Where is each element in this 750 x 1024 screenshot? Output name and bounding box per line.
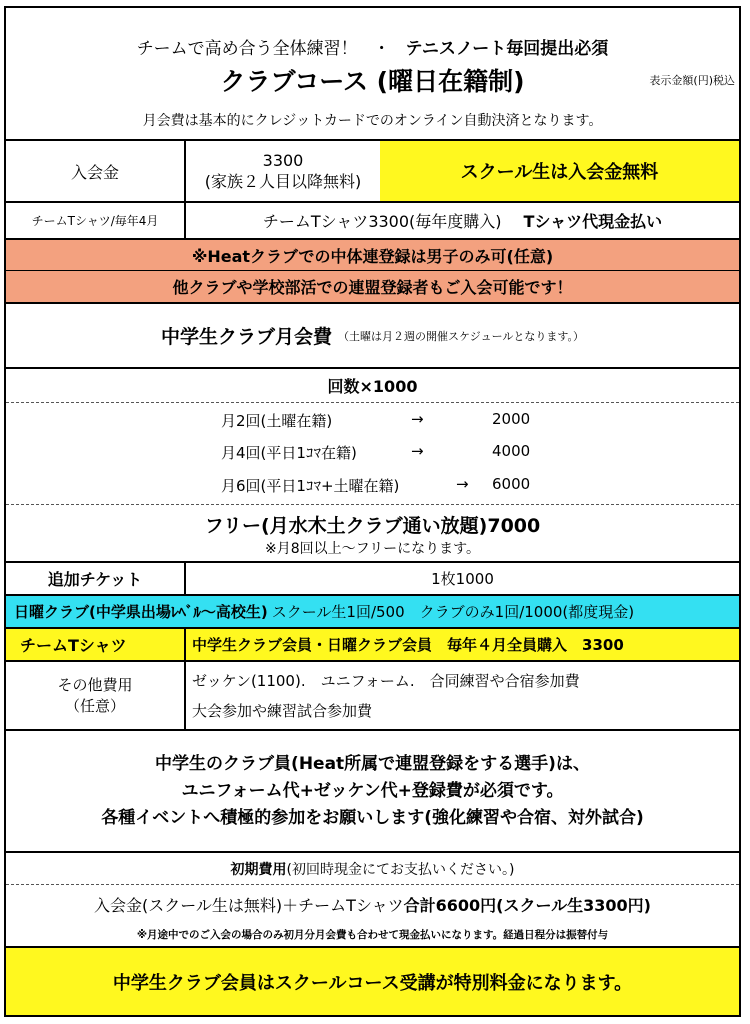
ticket-label: 追加チケット — [6, 563, 186, 594]
members-note-line-2: ユニフォーム代+ゼッケン代+登録費が必須です。 — [181, 781, 564, 801]
free-plan-section — [6, 504, 739, 563]
plan-label: 月2回(土曜在籍) — [221, 412, 333, 430]
enrollment-row — [6, 141, 739, 203]
monthly-title-row — [6, 304, 739, 369]
monthly-plans — [6, 404, 739, 504]
members-note-line-3: 各種イベントへ積極的参加をお願いします(強化練習や合宿、対外試合) — [101, 808, 644, 828]
plan-price: 4000 — [492, 442, 531, 460]
ticket-row — [6, 563, 739, 596]
other-fees-line-2: 大会参加や練習試合参加費 — [192, 701, 373, 720]
tagline-right: テニスノート毎回提出必須 — [405, 39, 609, 59]
team-shirt-row — [6, 203, 739, 240]
page-title: クラブコース (曜日在籍制) — [220, 67, 525, 96]
plan-price: 6000 — [492, 475, 531, 493]
free-plan: フリー(月水木土クラブ通い放題)7000 — [204, 515, 541, 537]
team-shirt-detail: 中学生クラブ会員・日曜クラブ会員 毎年４月全員購入 3300 — [192, 636, 624, 654]
enrollment-label: 入会金 — [6, 141, 186, 201]
members-note-section — [6, 731, 739, 853]
school-free-badge: スクール生は入会金無料 — [380, 141, 739, 201]
notice-line-1: ※Heatクラブでの中体連登録は男子のみ可(任意) — [6, 240, 739, 271]
other-fees-line-1: ゼッケン(1100). ユニフォーム. 合同練習や合宿参加費 — [192, 671, 580, 690]
monthly-formula: 回数×1000 — [6, 369, 739, 403]
members-note-line-1: 中学生のクラブ員(Heat所属で連盟登録をする選手)は、 — [155, 754, 590, 774]
plan-row — [6, 410, 739, 434]
free-note: ※月8回以上〜フリーになります。 — [265, 541, 480, 557]
ticket-value: 1枚1000 — [431, 570, 494, 588]
plan-arrow: → — [411, 410, 424, 428]
payment-note: 月会費は基本的にクレジットカードでのオンライン自動決済となります。 — [142, 113, 603, 129]
plan-arrow: → — [411, 442, 424, 460]
monthly-note: （土曜は月２週の開催スケジュールとなります。） — [338, 329, 584, 343]
plan-label: 月4回(平日1ｺﾏ在籍) — [221, 444, 357, 462]
tagline-separator: ・ — [373, 39, 391, 59]
team-shirt-row-value: チームTシャツ3300(毎年度購入) — [262, 212, 502, 231]
header-section — [6, 8, 739, 141]
team-shirt-row-label: チームTシャツ/毎年4月 — [6, 203, 186, 238]
team-shirt-section — [6, 629, 739, 662]
other-fees-detail-cell — [186, 662, 739, 729]
plan-row — [6, 475, 739, 499]
initial-cost-total: 合計6600円(スクール生3300円) — [403, 895, 651, 915]
members-note — [6, 751, 739, 832]
team-shirt-row-note: Tシャツ代現金払い — [523, 212, 663, 231]
tagline — [6, 34, 739, 59]
plan-arrow: → — [456, 475, 469, 493]
other-fees-row — [6, 662, 739, 731]
initial-cost-title-note: (初回時現金にてお支払いください。) — [286, 861, 515, 878]
plan-label: 月6回(平日1ｺﾏ+土曜在籍) — [221, 477, 400, 495]
notice-line-2: 他クラブや学校部活での連盟登録者もご入会可能です！ — [6, 271, 739, 304]
sunday-club-row — [6, 596, 739, 629]
enrollment-amount-cell — [186, 141, 380, 201]
other-fees-label: その他費用 — [57, 675, 133, 694]
sunday-club-label: 日曜クラブ(中学県出場ﾚﾍﾞﾙ〜高校生) — [14, 603, 268, 621]
plan-row — [6, 442, 739, 466]
enrollment-amount: 3300 — [262, 151, 304, 170]
initial-cost-formula: 入会金(スクール生は無料)＋チームTシャツ — [94, 895, 404, 915]
enrollment-family-note: (家族２人目以降無料) — [204, 172, 362, 191]
initial-cost-title-row — [6, 853, 739, 885]
sunday-club-detail: スクール生1回/500 クラブのみ1回/1000(都度現金) — [271, 603, 635, 621]
initial-cost-note: ※月途中でのご入会の場合のみ初月分月会費も合わせて現金払いになります。経過日程分は振替付与 — [6, 922, 739, 948]
price-sheet — [4, 6, 741, 1017]
other-fees-optional: （任意） — [64, 696, 125, 715]
tax-note: 表示金額(円)税込 — [649, 74, 735, 87]
initial-cost-title: 初期費用 — [230, 861, 287, 878]
other-fees-label-cell — [6, 662, 186, 729]
monthly-title: 中学生クラブ月会費 — [161, 326, 333, 348]
footer-banner: 中学生クラブ会員はスクールコース受講が特別料金になります。 — [6, 948, 739, 1015]
team-shirt-label: チームTシャツ — [6, 629, 186, 660]
team-shirt-row-value-cell — [186, 203, 739, 238]
plan-price: 2000 — [492, 410, 531, 428]
initial-cost-formula-row — [6, 886, 739, 922]
tagline-left: チームで高め合う全体練習！ — [136, 39, 358, 59]
